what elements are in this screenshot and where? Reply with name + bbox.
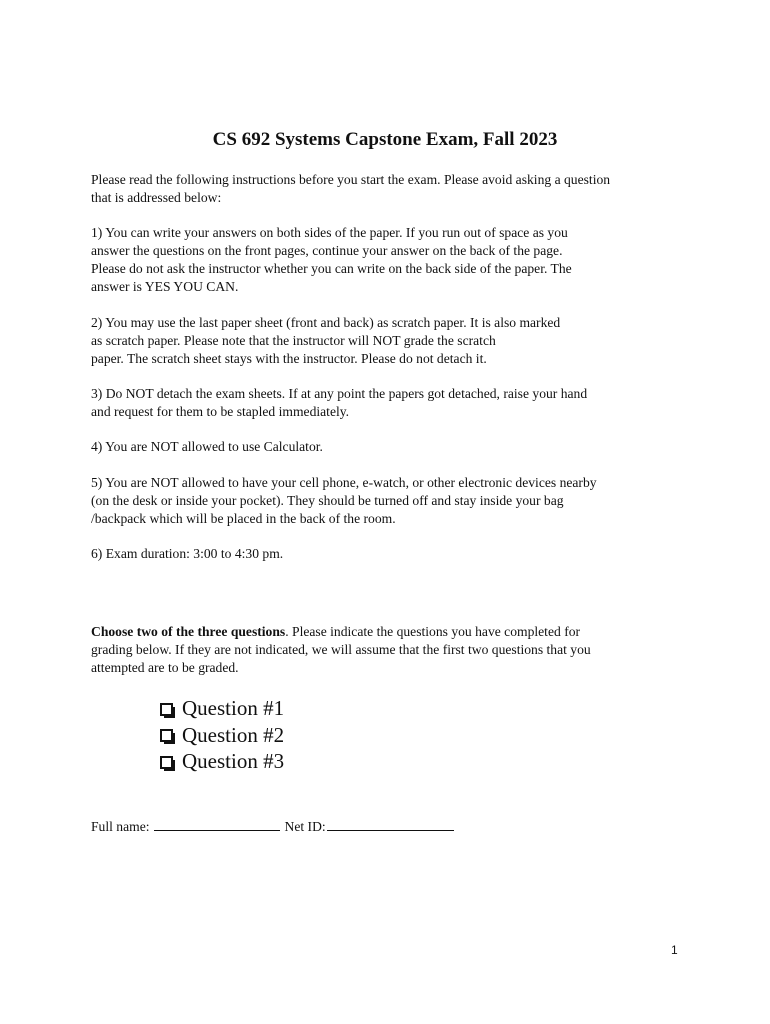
exam-title: CS 692 Systems Capstone Exam, Fall 2023	[212, 129, 558, 150]
question-label: Question #1	[182, 696, 285, 720]
rule-line: Please do not ask the instructor whether you can write on the back side of the paper. The	[91, 261, 572, 276]
intro-paragraph	[91, 171, 681, 207]
checkbox-icon[interactable]	[160, 703, 173, 716]
rule-line: as scratch paper. Please note that the instructor will NOT grade the scratch	[91, 333, 496, 348]
net-id-field[interactable]	[327, 818, 454, 831]
choose-line: attempted are to be graded.	[91, 660, 239, 675]
rule-line: 3) Do NOT detach the exam sheets. If at any point the papers got detached, raise your hand	[91, 386, 588, 401]
choose-line	[91, 623, 681, 641]
question-label: Question #3	[182, 749, 285, 773]
full-name-label: Full name:	[91, 819, 150, 834]
rule-6-paragraph	[91, 545, 681, 563]
question-1-option[interactable]	[160, 695, 284, 722]
question-label: Question #2	[182, 722, 285, 747]
checkbox-icon[interactable]	[160, 756, 173, 769]
rule-1-paragraph	[91, 224, 681, 296]
page-number: 1	[671, 943, 678, 957]
rule-line: 5) You are NOT allowed to have your cell phone, e-watch, or other electronic devices nearby	[91, 475, 597, 490]
choose-text: . Please indicate the questions you have completed for	[285, 624, 581, 639]
rule-line: and request for them to be stapled immediately.	[91, 404, 350, 419]
choose-bold-text: Choose two of the three questions	[91, 624, 286, 639]
rule-line: 4) You are NOT allowed to use Calculator.	[91, 439, 323, 454]
question-2-option[interactable]	[160, 722, 284, 749]
choose-line: grading below. If they are not indicated, we will assume that the first two questions that you	[91, 642, 591, 657]
rule-5-paragraph	[91, 474, 681, 528]
rule-line: (on the desk or inside your pocket). They should be turned off and stay inside your bag	[91, 493, 564, 508]
checkbox-icon[interactable]	[160, 729, 173, 742]
question-checklist	[160, 695, 284, 775]
intro-line: that is addressed below:	[91, 190, 222, 205]
intro-line: Please read the following instructions before you start the exam. Please avoid asking a question	[91, 172, 611, 187]
rule-4-paragraph	[91, 438, 681, 456]
rule-line: answer is YES YOU CAN.	[91, 279, 239, 294]
rule-line: paper. The scratch sheet stays with the instructor. Please do not detach it.	[91, 351, 487, 366]
full-name-field[interactable]	[154, 818, 280, 831]
rule-3-paragraph	[91, 385, 681, 421]
rule-line: 6) Exam duration: 3:00 to 4:30 pm.	[91, 546, 284, 561]
rule-2-paragraph	[91, 314, 681, 368]
identity-fields	[91, 818, 454, 836]
rule-line: 2) You may use the last paper sheet (front and back) as scratch paper. It is also marked	[91, 315, 561, 330]
choose-paragraph	[91, 623, 681, 677]
question-3-option[interactable]	[160, 748, 284, 775]
rule-line: 1) You can write your answers on both sides of the paper. If you run out of space as you	[91, 225, 568, 240]
net-id-label: Net ID:	[284, 819, 326, 834]
rule-line: /backpack which will be placed in the back of the room.	[91, 511, 396, 526]
rule-line: answer the questions on the front pages, continue your answer on the back of the page.	[91, 243, 563, 258]
